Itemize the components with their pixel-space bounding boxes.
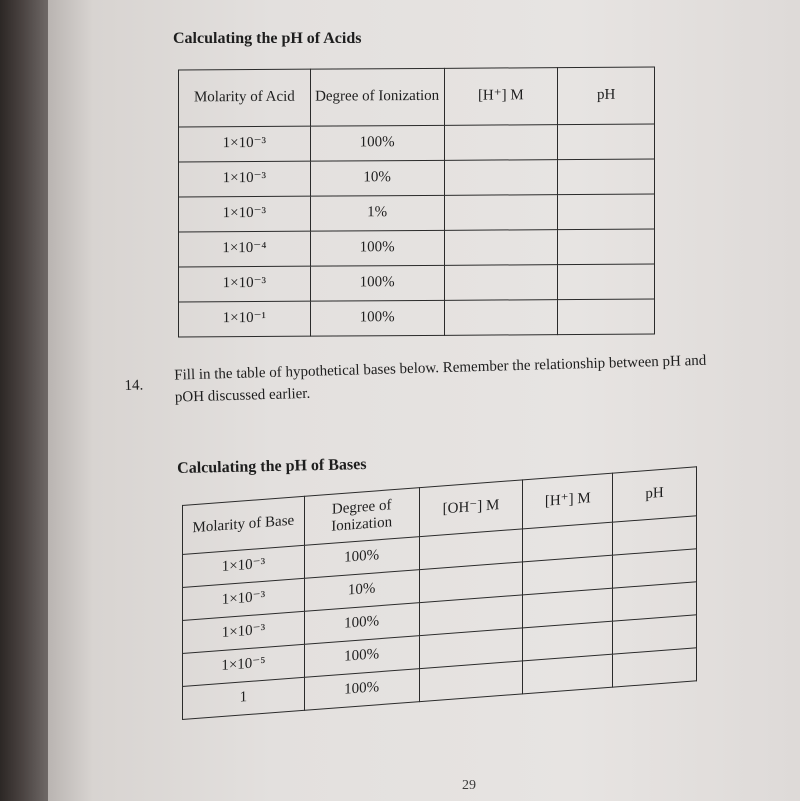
acid-ph-cell [558,194,655,230]
base-ph-cell [613,648,697,687]
question-number: 14. [124,377,144,394]
acid-ph-cell [558,124,655,160]
acid-header-molarity: Molarity of Acid [179,69,311,127]
base-header-degree: Degree of Ionization [304,488,419,546]
acid-molarity-cell: 1×10⁻⁴ [179,231,311,267]
base-degree-cell: 100% [304,537,419,579]
acid-degree-cell: 100% [310,265,444,301]
acid-table-header-row [179,67,655,127]
acid-h-cell [444,195,558,231]
question-text: Fill in the table of hypothetical bases below. Remember the relationship between pH and pOH discussed earlier. [174,352,707,406]
base-header-oh: [OH⁻] M [419,480,523,537]
base-table [182,466,697,720]
acid-degree-cell: 100% [310,125,444,161]
acid-molarity-cell: 1×10⁻¹ [179,301,311,337]
base-molarity-cell: 1 [183,677,305,719]
base-molarity-cell: 1×10⁻³ [183,545,305,587]
acid-degree-cell: 1% [310,195,444,231]
table-row [179,124,655,162]
acid-ph-cell [558,299,655,335]
table-row [179,159,655,197]
base-molarity-cell: 1×10⁻⁵ [183,644,305,686]
base-degree-cell: 100% [304,636,419,678]
base-degree-cell: 10% [304,570,419,612]
base-degree-cell: 100% [304,669,419,711]
base-header-ph: pH [613,467,697,522]
table-row [179,264,655,302]
table-row [179,194,655,232]
acid-header-h: [H⁺] M [444,68,558,126]
base-table-title: Calculating the pH of Bases [177,456,367,477]
acid-degree-cell: 100% [310,230,444,266]
acid-molarity-cell: 1×10⁻³ [179,126,311,162]
acid-h-cell [444,125,558,161]
base-molarity-cell: 1×10⁻³ [183,611,305,653]
acid-h-cell [444,265,558,301]
acid-ph-cell [558,229,655,265]
acid-degree-cell: 100% [310,300,444,336]
acid-header-degree: Degree of Ionization [310,68,444,126]
acid-molarity-cell: 1×10⁻³ [179,196,311,232]
table-row [179,299,655,337]
base-molarity-cell: 1×10⁻³ [183,578,305,620]
table-row [179,229,655,267]
acid-table [178,67,655,338]
acid-degree-cell: 10% [310,160,444,196]
acid-h-cell [444,160,558,196]
page-number: 29 [462,778,476,793]
acid-h-cell [444,230,558,266]
acid-ph-cell [558,159,655,195]
base-h-cell [523,654,613,694]
base-header-molarity: Molarity of Base [183,496,305,554]
acid-molarity-cell: 1×10⁻³ [179,266,311,302]
acid-ph-cell [558,264,655,300]
acid-molarity-cell: 1×10⁻³ [179,161,311,197]
acid-header-ph: pH [558,67,655,125]
base-degree-cell: 100% [304,603,419,645]
acid-h-cell [444,300,558,336]
acid-table-title: Calculating the pH of Acids [173,30,362,47]
base-header-h: [H⁺] M [523,473,613,529]
